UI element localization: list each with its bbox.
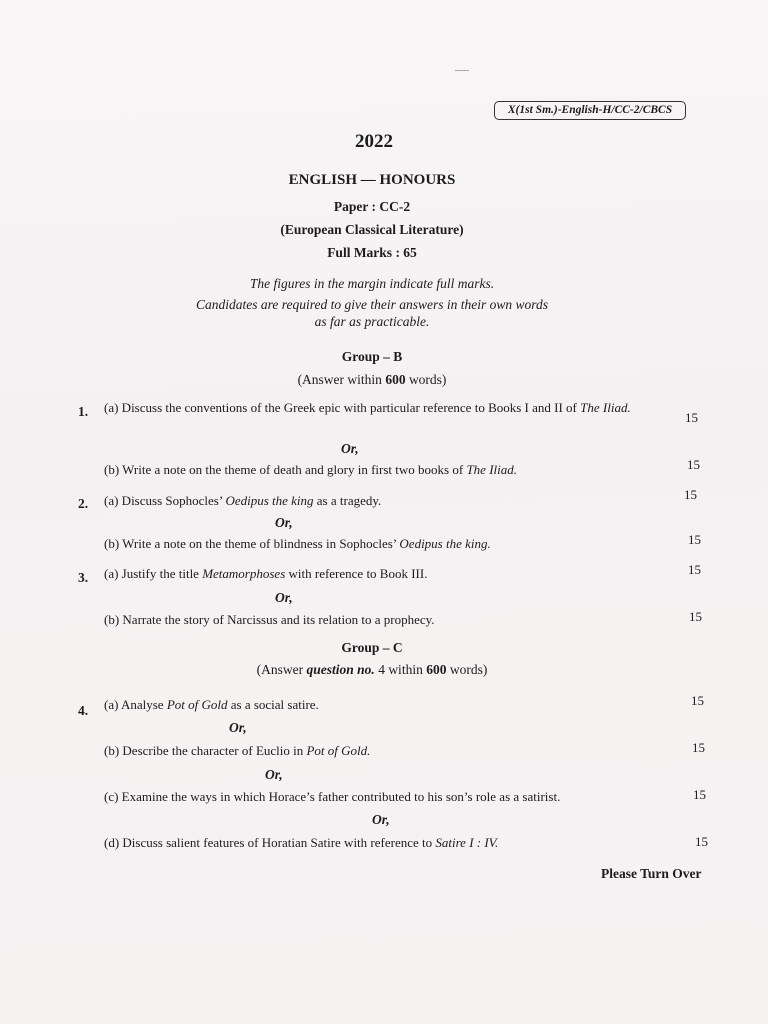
question-3b: (b) Narrate the story of Narcissus and its relation to a prophecy. [104, 612, 435, 627]
or-label: Or, [275, 590, 293, 605]
question-4b: (b) Describe the character of Euclio in Pot of Gold. [104, 743, 371, 758]
course-name: (European Classical Literature) [280, 222, 464, 237]
question-4a: (a) Analyse Pot of Gold as a social satire. [104, 697, 319, 712]
instruction-practicable: as far as practicable. [314, 314, 430, 329]
full-marks: Full Marks : 65 [327, 245, 417, 260]
marks-4d: 15 [695, 834, 708, 849]
group-b-instruction: (Answer within 600 words) [297, 372, 447, 387]
question-number: 4. [78, 703, 89, 718]
question-4d: (d) Discuss salient features of Horatian Satire with reference to Satire I : IV. [104, 835, 499, 850]
pen-mark [455, 70, 469, 77]
group-c-instruction: (Answer question no. 4 within 600 words) [256, 662, 488, 677]
paper-code-box: X(1st Sm.)-English-H/CC-2/CBCS [494, 101, 686, 120]
or-label: Or, [275, 515, 293, 530]
marks-2b: 15 [688, 532, 701, 547]
or-label: Or, [341, 441, 359, 456]
marks-4b: 15 [692, 740, 705, 755]
marks-1b: 15 [687, 457, 700, 472]
question-3a: (a) Justify the title Metamorphoses with reference to Book III. [104, 566, 428, 581]
question-4c: (c) Examine the ways in which Horace’s father contributed to his son’s role as a satirist. [104, 789, 561, 804]
group-c-title: Group – C [341, 640, 403, 655]
paper-number: Paper : CC-2 [333, 199, 411, 214]
please-turn-over: Please Turn Over [601, 866, 702, 881]
instruction-marks: The figures in the margin indicate full marks. [249, 276, 495, 291]
subject-title: ENGLISH — HONOURS [288, 172, 456, 188]
marks-4a: 15 [691, 693, 704, 708]
marks-4c: 15 [693, 787, 706, 802]
marks-3b: 15 [689, 609, 702, 624]
or-label: Or, [372, 812, 390, 827]
or-label: Or, [265, 767, 283, 782]
question-1a: (a) Discuss the conventions of the Greek epic with particular reference to Books I and II of The Iliad. [104, 400, 631, 415]
instruction-own-words: Candidates are required to give their answers in their own words [196, 297, 548, 312]
question-2b: (b) Write a note on the theme of blindness in Sophocles’ Oedipus the king. [104, 536, 491, 551]
question-2a: (a) Discuss Sophocles’ Oedipus the king as a tragedy. [104, 493, 382, 508]
marks-1a: 15 [685, 410, 698, 425]
exam-year: 2022 [355, 131, 393, 152]
group-b-title: Group – B [341, 349, 403, 364]
question-number: 1. [78, 404, 89, 419]
marks-3a: 15 [688, 562, 701, 577]
question-number: 3. [78, 570, 89, 585]
question-1b: (b) Write a note on the theme of death and glory in first two books of The Iliad. [104, 462, 517, 477]
or-label: Or, [229, 720, 247, 735]
question-number: 2. [78, 496, 89, 511]
marks-2a: 15 [684, 487, 697, 502]
